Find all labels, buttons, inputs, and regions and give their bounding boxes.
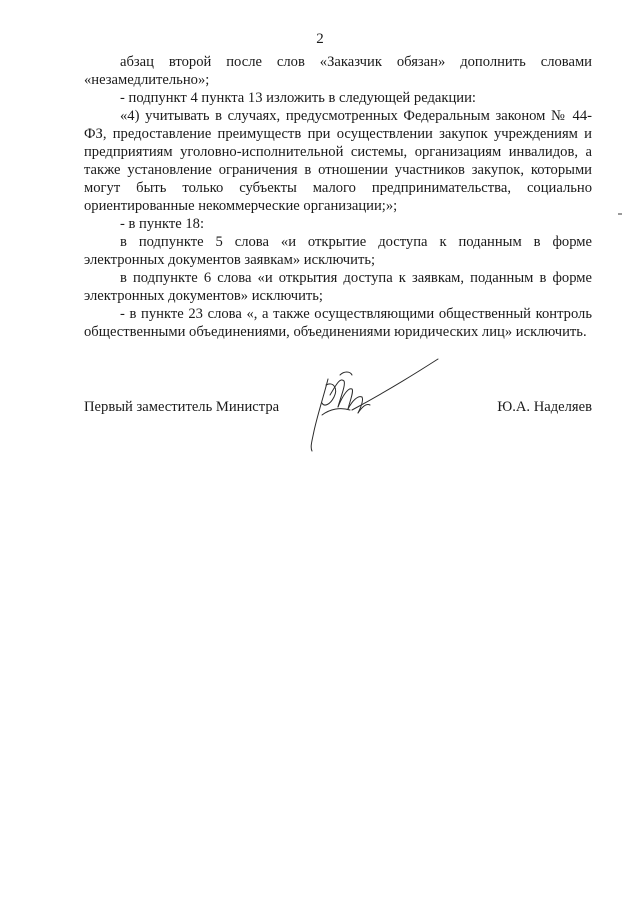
paragraph-6: в подпункте 6 слова «и открытия доступа к заявкам, поданным в форме электронных документов» исключить; [84, 270, 592, 304]
signatory-position: Первый заместитель Министра [84, 399, 280, 415]
paragraph-4: - в пункте 18: [120, 216, 205, 232]
handwritten-signature [300, 355, 450, 455]
paragraph-1: абзац второй после слов «Заказчик обязан» дополнить словами «незамедлительно»; [84, 54, 592, 88]
paragraph-2: - подпункт 4 пункта 13 изложить в следующей редакции: [120, 90, 476, 106]
signatory-name: Ю.А. Наделяев [497, 399, 592, 415]
page-number: 2 [316, 31, 324, 47]
paragraph-7: - в пункте 23 слова «, а также осуществляющими общественный контроль общественными объединениями, объединениями юридических лиц» исключить. [84, 306, 592, 340]
document-body [84, 53, 592, 341]
paragraph-5: в подпункте 5 слова «и открытие доступа к поданным в форме электронных документов заявкам» исключить; [84, 234, 592, 268]
margin-mark [618, 213, 622, 215]
paragraph-3: «4) учитывать в случаях, предусмотренных Федеральным законом № 44-ФЗ, предоставление преимуществ при осуществлении закупок учреждениям и предприятиям уголовно-исполнительной системы, организациям инвалидов, а также установление ограничения в отношении участников закупок, которыми могут быть только субъекты малого предпринимательства, социально ориентированные некоммерческие организации;»; [84, 108, 592, 214]
